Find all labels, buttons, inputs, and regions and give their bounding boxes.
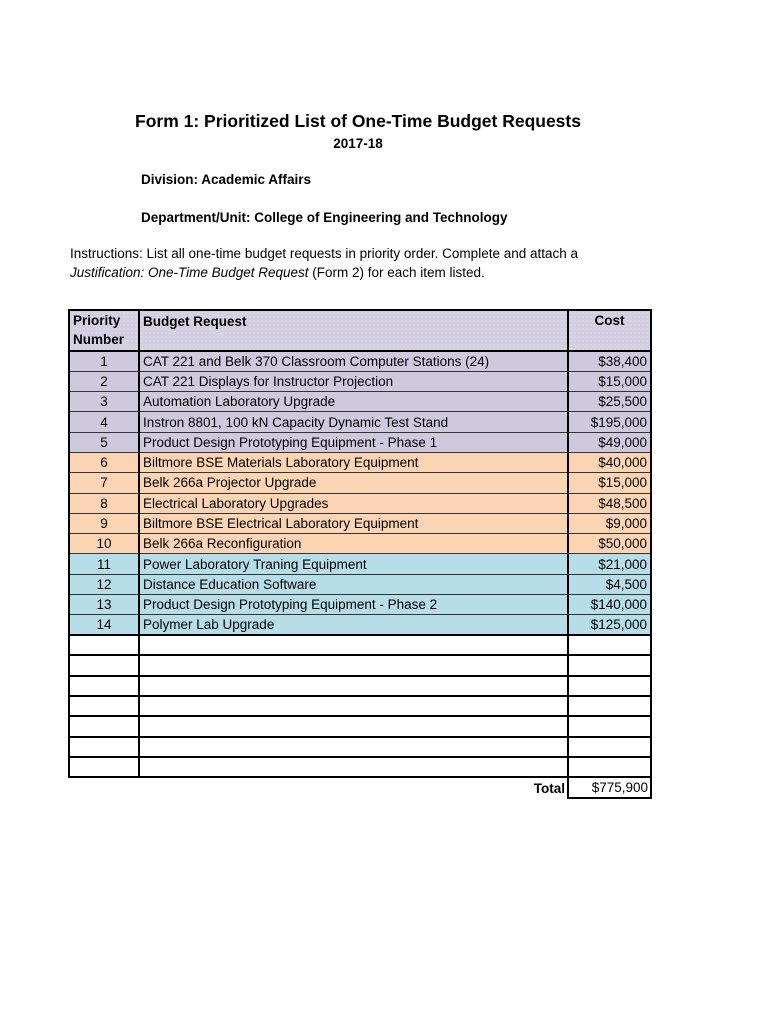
budget-request-table: [68, 309, 652, 799]
cost-cell: $195,000: [568, 412, 651, 432]
priority-number-cell: 8: [69, 493, 139, 513]
budget-request-cell: CAT 221 Displays for Instructor Projection: [139, 371, 568, 391]
instructions-form-reference: Justification: One-Time Budget Request: [70, 265, 309, 280]
empty-request-cell: [139, 716, 568, 736]
empty-request-cell: [139, 676, 568, 696]
table-row: [69, 412, 651, 432]
cost-cell: $4,500: [568, 574, 651, 594]
empty-cost-cell: [568, 716, 651, 736]
cost-cell: $9,000: [568, 513, 651, 533]
priority-number-cell: 13: [69, 595, 139, 615]
form-title: Form 1: Prioritized List of One-Time Budget Requests: [135, 111, 581, 131]
priority-number-cell: 7: [69, 473, 139, 493]
budget-request-cell: Power Laboratory Traning Equipment: [139, 554, 568, 574]
budget-request-cell: Belk 266a Reconfiguration: [139, 534, 568, 554]
priority-number-cell: 12: [69, 574, 139, 594]
budget-request-cell: Polymer Lab Upgrade: [139, 615, 568, 635]
cost-cell: $21,000: [568, 554, 651, 574]
table-header-row: [69, 310, 651, 351]
priority-number-cell: 6: [69, 452, 139, 472]
empty-table-row: [69, 635, 651, 655]
priority-header-line-2: Number: [73, 332, 125, 347]
total-value: $775,900: [568, 777, 651, 798]
budget-request-header: Budget Request: [139, 310, 568, 351]
empty-priority-cell: [69, 737, 139, 757]
budget-request-cell: Product Design Prototyping Equipment - Phase 1: [139, 432, 568, 452]
empty-cost-cell: [568, 757, 651, 777]
empty-priority-cell: [69, 655, 139, 675]
empty-table-row: [69, 696, 651, 716]
budget-request-cell: Belk 266a Projector Upgrade: [139, 473, 568, 493]
budget-request-cell: Electrical Laboratory Upgrades: [139, 493, 568, 513]
empty-request-cell: [139, 655, 568, 675]
cost-cell: $40,000: [568, 452, 651, 472]
cost-cell: $48,500: [568, 493, 651, 513]
budget-request-cell: Product Design Prototyping Equipment - Phase 2: [139, 595, 568, 615]
empty-cost-cell: [568, 696, 651, 716]
empty-priority-cell: [69, 757, 139, 777]
total-label: Total: [533, 780, 565, 796]
empty-request-cell: [139, 696, 568, 716]
table-row: [69, 493, 651, 513]
priority-number-cell: 11: [69, 554, 139, 574]
cost-cell: $140,000: [568, 595, 651, 615]
table-row: [69, 392, 651, 412]
empty-table-row: [69, 716, 651, 736]
table-row: [69, 513, 651, 533]
empty-cost-cell: [568, 676, 651, 696]
budget-request-cell: CAT 221 and Belk 370 Classroom Computer Stations (24): [139, 351, 568, 371]
table-row: [69, 595, 651, 615]
cost-header: Cost: [568, 310, 651, 351]
empty-priority-cell: [69, 676, 139, 696]
empty-priority-cell: [69, 635, 139, 655]
instructions: [70, 244, 710, 282]
priority-number-cell: 1: [69, 351, 139, 371]
priority-number-cell: 10: [69, 534, 139, 554]
empty-request-cell: [139, 737, 568, 757]
priority-number-cell: 5: [69, 432, 139, 452]
fiscal-year: 2017-18: [333, 136, 383, 151]
budget-request-cell: Distance Education Software: [139, 574, 568, 594]
empty-table-row: [69, 655, 651, 675]
total-row: [69, 777, 651, 798]
table-row: [69, 452, 651, 472]
priority-header-line-1: Priority: [73, 313, 121, 328]
cost-cell: $125,000: [568, 615, 651, 635]
table-row: [69, 574, 651, 594]
priority-number-cell: 14: [69, 615, 139, 635]
budget-request-cell: Automation Laboratory Upgrade: [139, 392, 568, 412]
cost-cell: $25,500: [568, 392, 651, 412]
table-row: [69, 432, 651, 452]
instructions-line-1: Instructions: List all one-time budget requests in priority order. Complete and attach a: [70, 246, 579, 261]
empty-priority-cell: [69, 696, 139, 716]
empty-priority-cell: [69, 716, 139, 736]
table-row: [69, 554, 651, 574]
empty-cost-cell: [568, 635, 651, 655]
priority-number-cell: 3: [69, 392, 139, 412]
budget-request-cell: Instron 8801, 100 kN Capacity Dynamic Test Stand: [139, 412, 568, 432]
cost-cell: $50,000: [568, 534, 651, 554]
empty-table-row: [69, 737, 651, 757]
priority-number-header: [69, 310, 139, 351]
empty-cost-cell: [568, 655, 651, 675]
priority-number-cell: 2: [69, 371, 139, 391]
division-label: Division: Academic Affairs: [141, 172, 312, 187]
priority-number-cell: 9: [69, 513, 139, 533]
table-row: [69, 371, 651, 391]
table-row: [69, 351, 651, 371]
empty-table-row: [69, 757, 651, 777]
cost-cell: $15,000: [568, 473, 651, 493]
table-row: [69, 615, 651, 635]
budget-request-cell: Biltmore BSE Electrical Laboratory Equipment: [139, 513, 568, 533]
cost-cell: $49,000: [568, 432, 651, 452]
table-row: [69, 473, 651, 493]
empty-request-cell: [139, 757, 568, 777]
cost-cell: $38,400: [568, 351, 651, 371]
empty-cost-cell: [568, 737, 651, 757]
instructions-line-2: (Form 2) for each item listed.: [308, 265, 485, 280]
priority-number-cell: 4: [69, 412, 139, 432]
empty-table-row: [69, 676, 651, 696]
department-label: Department/Unit: College of Engineering and Technology: [141, 210, 508, 225]
budget-request-cell: Biltmore BSE Materials Laboratory Equipment: [139, 452, 568, 472]
table-row: [69, 534, 651, 554]
cost-cell: $15,000: [568, 371, 651, 391]
empty-request-cell: [139, 635, 568, 655]
total-spacer: [69, 777, 139, 798]
